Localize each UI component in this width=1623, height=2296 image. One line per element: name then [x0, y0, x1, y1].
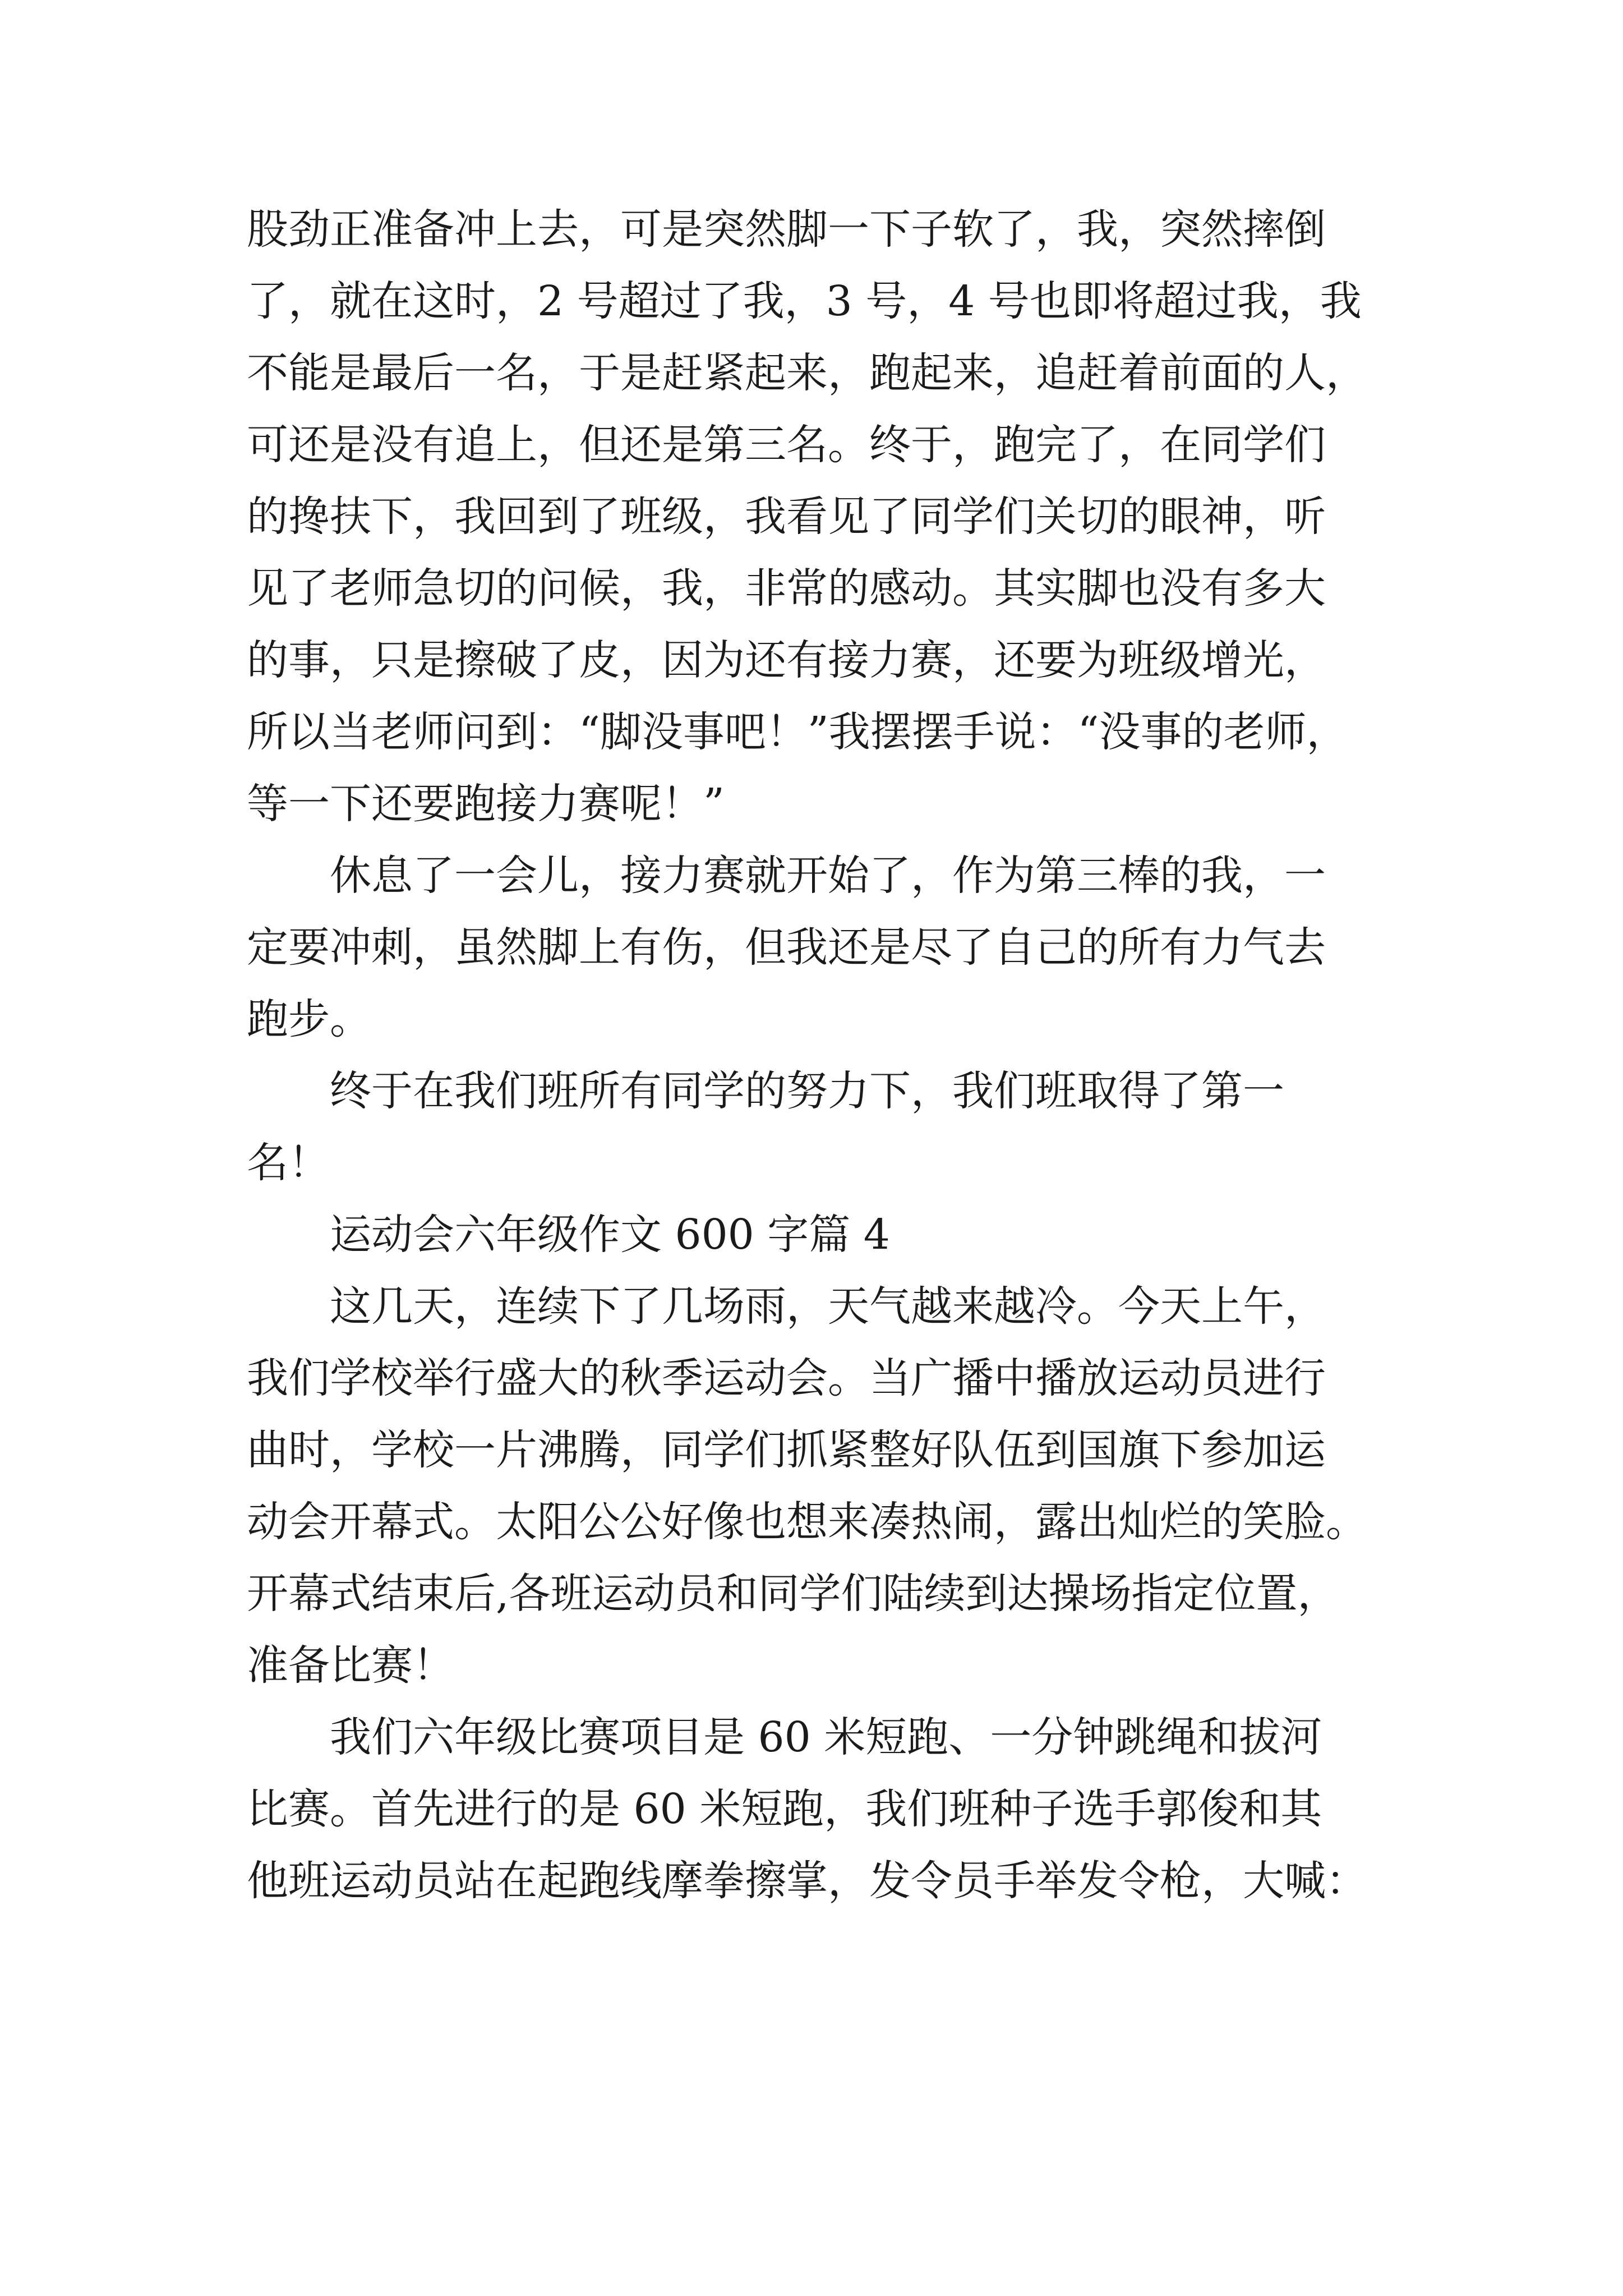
text-line: 准备比赛！: [247, 1641, 454, 1690]
paragraph-start-line: 休息了一会儿，接力赛就开始了，作为第三棒的我，一: [330, 852, 1326, 900]
text-line: 开幕式结束后,各班运动员和同学们陆续到达操场指定位置，: [247, 1570, 1339, 1618]
paragraph-start-line: 这几天，连续下了几场雨，天气越来越冷。今天上午，: [330, 1282, 1326, 1331]
text-line: 所以当老师问到：“脚没事吧！”我摆摆手说：“没事的老师，: [247, 708, 1348, 756]
text-line: 了，就在这时，2 号超过了我，3 号，4 号也即将超过我，我: [247, 277, 1362, 325]
paragraph-start-line: 终于在我们班所有同学的努力下，我们班取得了第一: [330, 1067, 1284, 1115]
text-line: 定要冲刺，虽然脚上有伤，但我还是尽了自己的所有力气去: [247, 923, 1326, 972]
text-line: 见了老师急切的问候，我，非常的感动。其实脚也没有多大: [247, 564, 1326, 613]
section-heading: 运动会六年级作文 600 字篇 4: [330, 1211, 890, 1259]
text-line: 跑步。: [247, 995, 371, 1043]
text-line: 可还是没有追上，但还是第三名。终于，跑完了，在同学们: [247, 421, 1326, 469]
text-line: 的事，只是擦破了皮，因为还有接力赛，还要为班级增光，: [247, 636, 1326, 684]
text-line: 比赛。首先进行的是 60 米短跑，我们班种子选手郭俊和其: [247, 1785, 1322, 1833]
text-line: 动会开幕式。太阳公公好像也想来凑热闹，露出灿烂的笑脸。: [247, 1498, 1367, 1546]
text-line: 曲时，学校一片沸腾，同学们抓紧整好队伍到国旗下参加运: [247, 1426, 1326, 1474]
essay-body: [247, 194, 1391, 1917]
text-line: 的搀扶下，我回到了班级，我看见了同学们关切的眼神，听: [247, 493, 1326, 541]
text-line: 名！: [247, 1139, 330, 1187]
paragraph-start-line: 我们六年级比赛项目是 60 米短跑、一分钟跳绳和拔河: [330, 1713, 1322, 1761]
text-line: 我们学校举行盛大的秋季运动会。当广播中播放运动员进行: [247, 1354, 1326, 1402]
text-line: 不能是最后一名，于是赶紧起来，跑起来，追赶着前面的人，: [247, 349, 1367, 397]
text-line: 他班运动员站在起跑线摩拳擦掌，发令员手举发令枪，大喊：: [247, 1857, 1367, 1905]
text-line: 股劲正准备冲上去，可是突然脚一下子软了，我，突然摔倒: [247, 205, 1326, 254]
text-line: 等一下还要跑接力赛呢！”: [247, 780, 725, 828]
